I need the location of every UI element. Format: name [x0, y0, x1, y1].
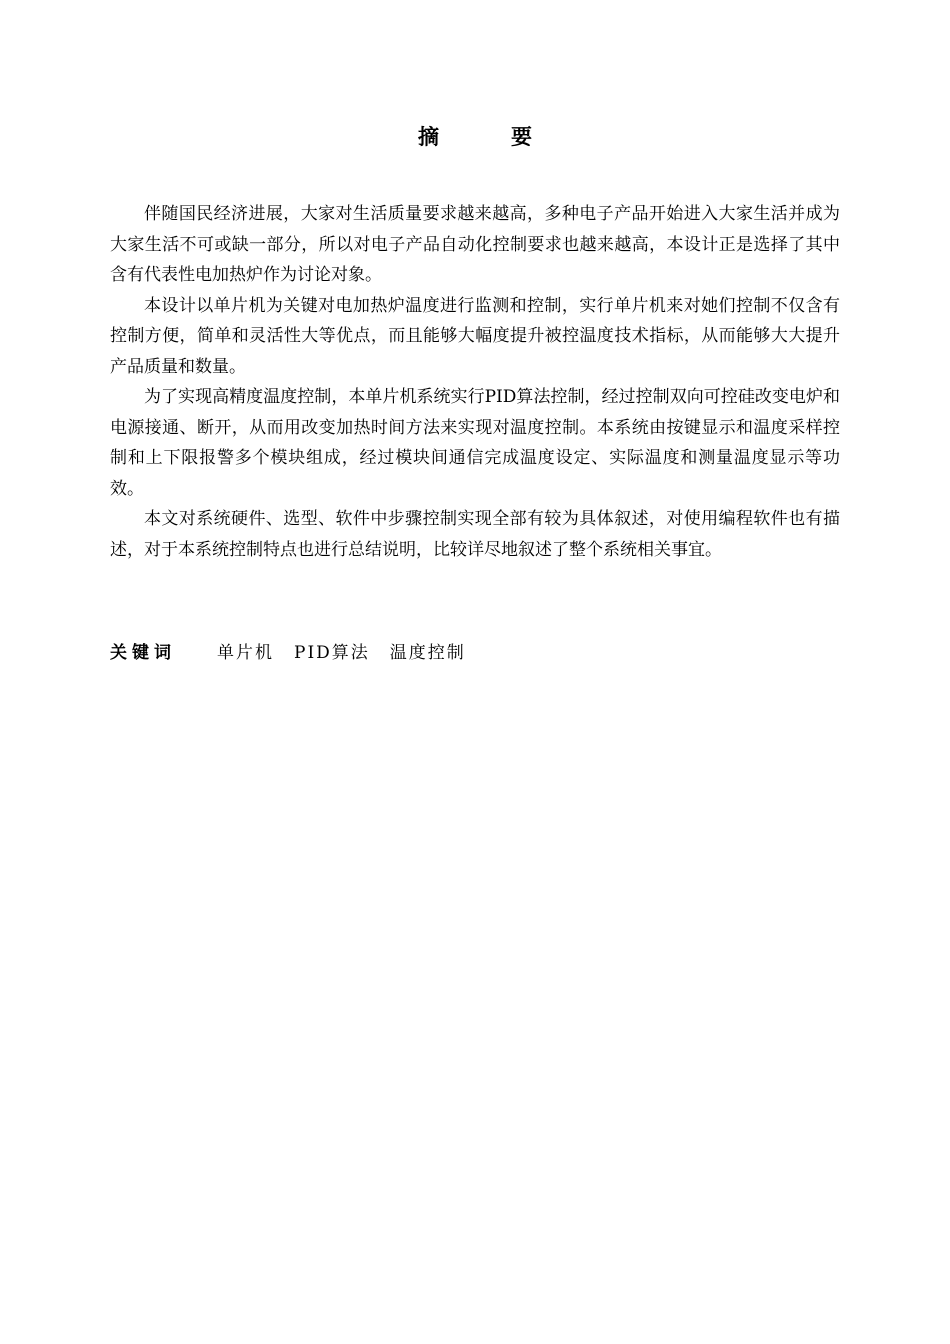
- abstract-title-char-2: 要: [511, 125, 532, 149]
- keywords-label: 关键词: [110, 643, 176, 663]
- abstract-paragraph-3: 为了实现高精度温度控制，本单片机系统实行PID算法控制，经过控制双向可控硅改变电炉和电源接通、断开，从而用改变加热时间方法来实现对温度控制。本系统由按键显示和温度采样控制和上下限报警多个模块组成，经过模块间通信完成温度设定、实际温度和测量温度显示等功效。: [110, 387, 840, 499]
- abstract-paragraph-1: 伴随国民经济进展，大家对生活质量要求越来越高，多种电子产品开始进入大家生活并成为大家生活不可或缺一部分，所以对电子产品自动化控制要求也越来越高，本设计正是选择了其中含有代表性电加热炉作为讨论对象。: [110, 204, 840, 285]
- keyword-3: 温度控制: [389, 643, 466, 663]
- abstract-paragraph-2: 本设计以单片机为关键对电加热炉温度进行监测和控制，实行单片机来对她们控制不仅含有控制方便，简单和灵活性大等优点，而且能够大幅度提升被控温度技术指标，从而能够大大提升产品质量和数量。: [110, 295, 840, 377]
- keyword-1: 单片机: [217, 643, 274, 663]
- abstract-body: [110, 199, 840, 565]
- keyword-2: PID算法: [294, 643, 370, 663]
- abstract-paragraph-4: 本文对系统硬件、选型、软件中步骤控制实现全部有较为具体叙述，对使用编程软件也有描述，对于本系统控制特点也进行总结说明，比较详尽地叙述了整个系统相关事宜。: [110, 509, 840, 560]
- abstract-title: [0, 122, 950, 152]
- abstract-title-char-1: 摘: [418, 125, 439, 149]
- keywords-line: [110, 638, 840, 668]
